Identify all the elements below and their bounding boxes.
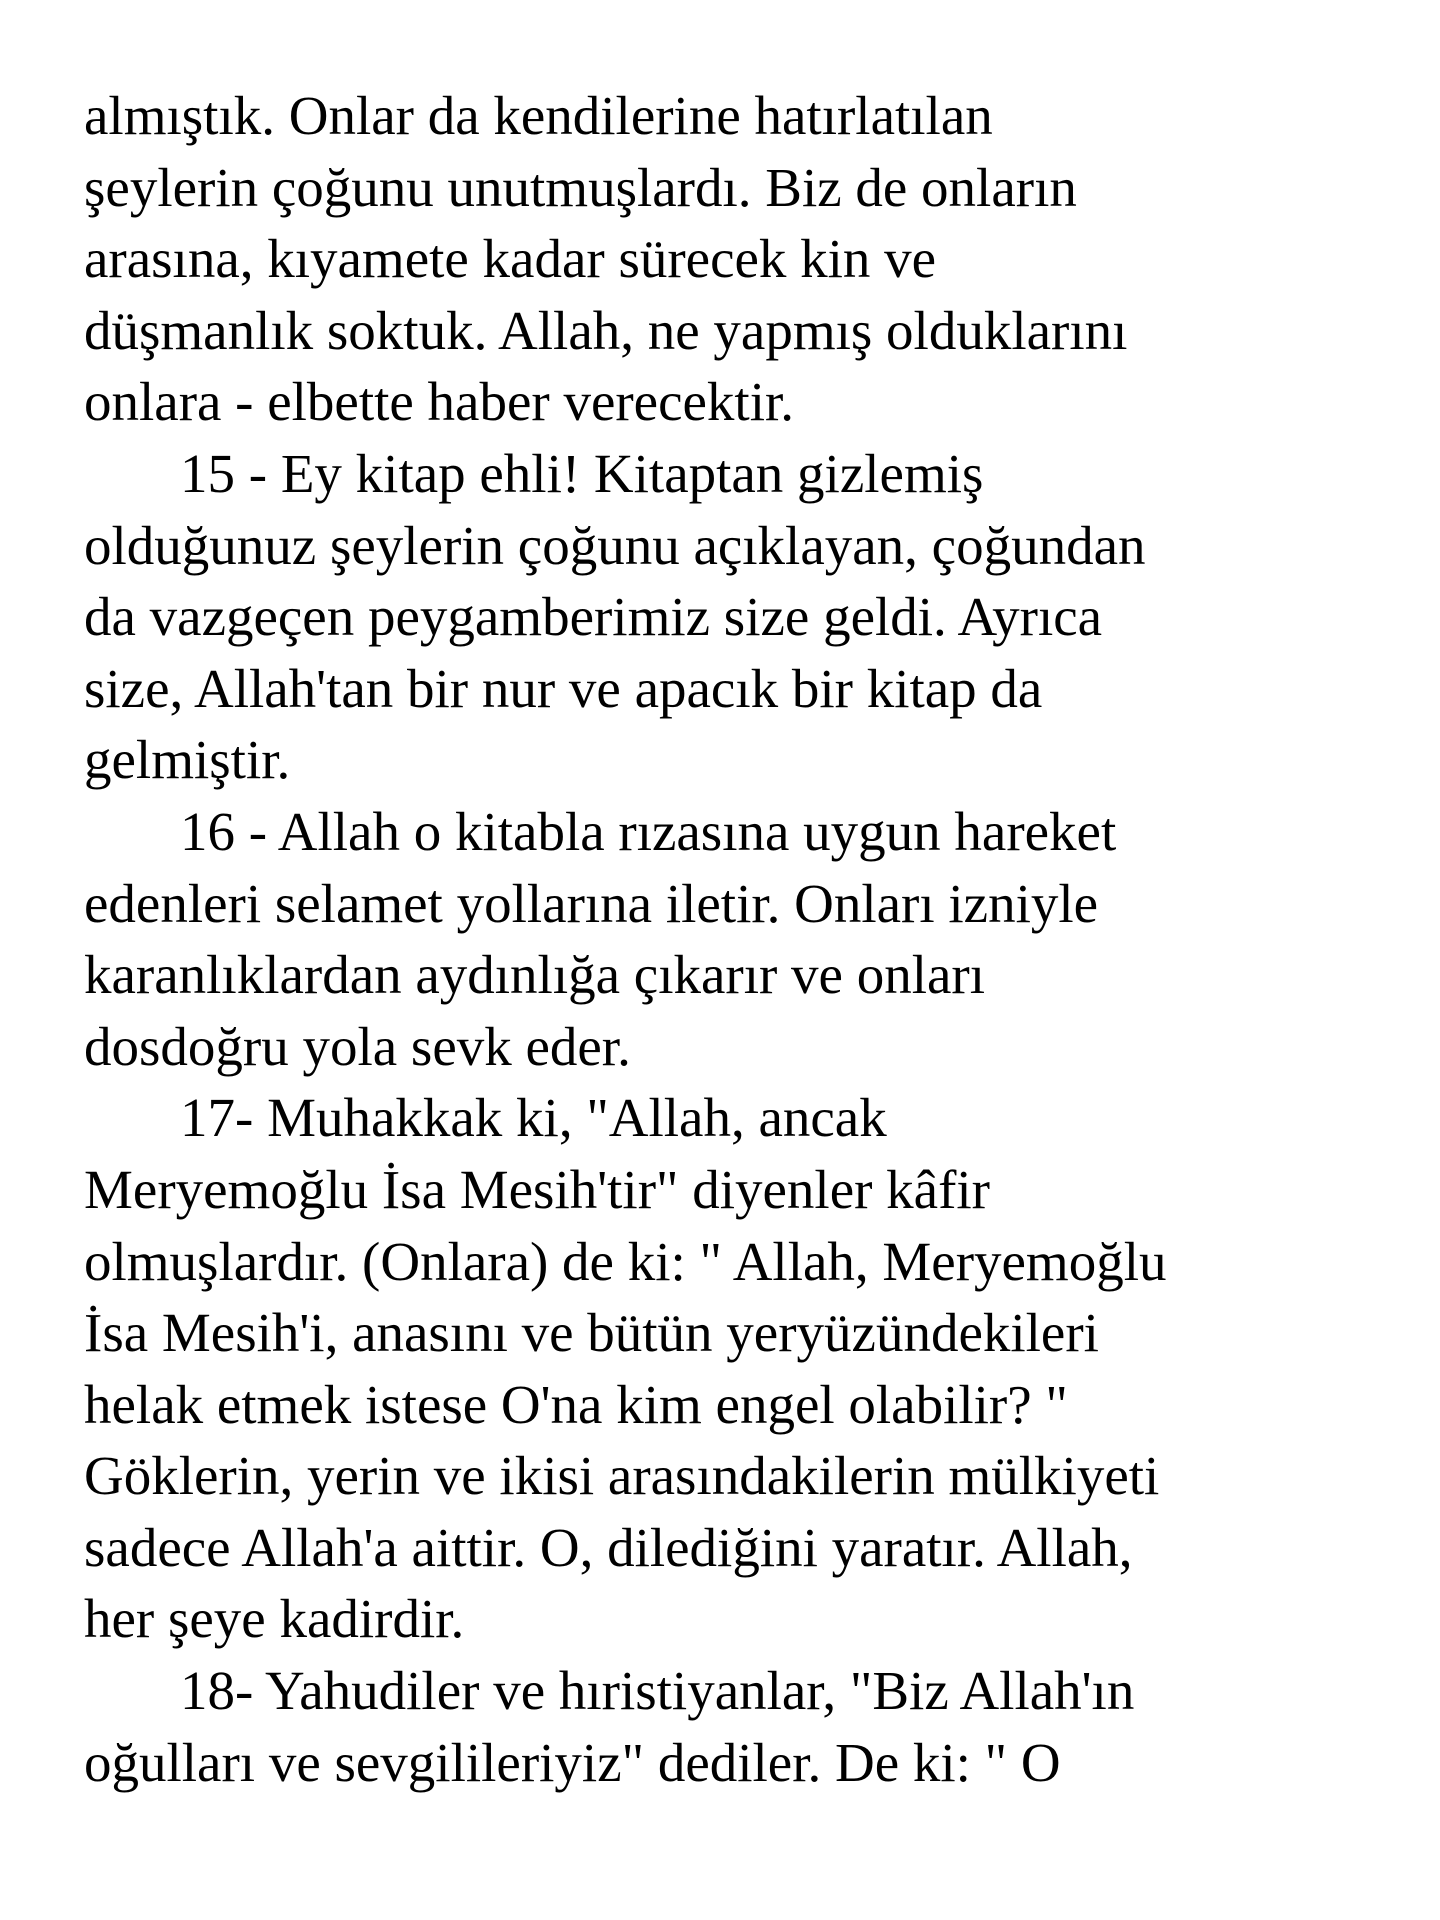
text-line: size, Allah'tan bir nur ve apacık bir kitap da [84, 657, 1043, 719]
text-line: oğulları ve sevgilileriyiz" dediler. De ki: " O [84, 1731, 1061, 1793]
text-line: olmuşlardır. (Onlara) de ki: " Allah, Meryemoğlu [84, 1230, 1167, 1292]
text-line: onlara - elbette haber verecektir. [84, 371, 795, 433]
text-line: almıştık. Onlar da kendilerine hatırlatılan [84, 85, 993, 146]
document-page [84, 80, 1404, 1798]
verse-15-start: 15 - Ey kitap ehli! Kitaptan gizlemiş [180, 442, 984, 504]
text-line: helak etmek istese O'na kim engel olabilir? " [84, 1373, 1068, 1435]
text-line: İsa Mesih'i, anasını ve bütün yeryüzündekileri [84, 1302, 1099, 1364]
verse-18-start: 18- Yahudiler ve hıristiyanlar, "Biz Allah'ın [180, 1660, 1135, 1722]
text-line: şeylerin çoğunu unutmuşlardı. Biz de onların [84, 156, 1077, 218]
text-line: olduğunuz şeylerin çoğunu açıklayan, çoğundan [84, 514, 1146, 576]
verse-16-start: 16 - Allah o kitabla rızasına uygun hareket [180, 800, 1117, 862]
text-line: Göklerin, yerin ve ikisi arasındakilerin mülkiyeti [84, 1445, 1160, 1507]
text-line: her şeye kadirdir. [84, 1588, 465, 1650]
text-line: Meryemoğlu İsa Mesih'tir" diyenler kâfir [84, 1158, 990, 1220]
text-line: arasına, kıyamete kadar sürecek kin ve [84, 228, 937, 290]
text-line: da vazgeçen peygamberimiz size geldi. Ayrıca [84, 586, 1103, 648]
text-line: düşmanlık soktuk. Allah, ne yapmış olduklarını [84, 299, 1128, 361]
text-line: edenleri selamet yollarına iletir. Onları izniyle [84, 872, 1099, 934]
text-line: gelmiştir. [84, 729, 291, 791]
verse-17-start: 17- Muhakkak ki, "Allah, ancak [180, 1087, 887, 1149]
text-line: dosdoğru yola sevk eder. [84, 1015, 631, 1077]
text-line: sadece Allah'a aittir. O, dilediğini yaratır. Allah, [84, 1516, 1133, 1578]
text-line: karanlıklardan aydınlığa çıkarır ve onları [84, 944, 986, 1006]
